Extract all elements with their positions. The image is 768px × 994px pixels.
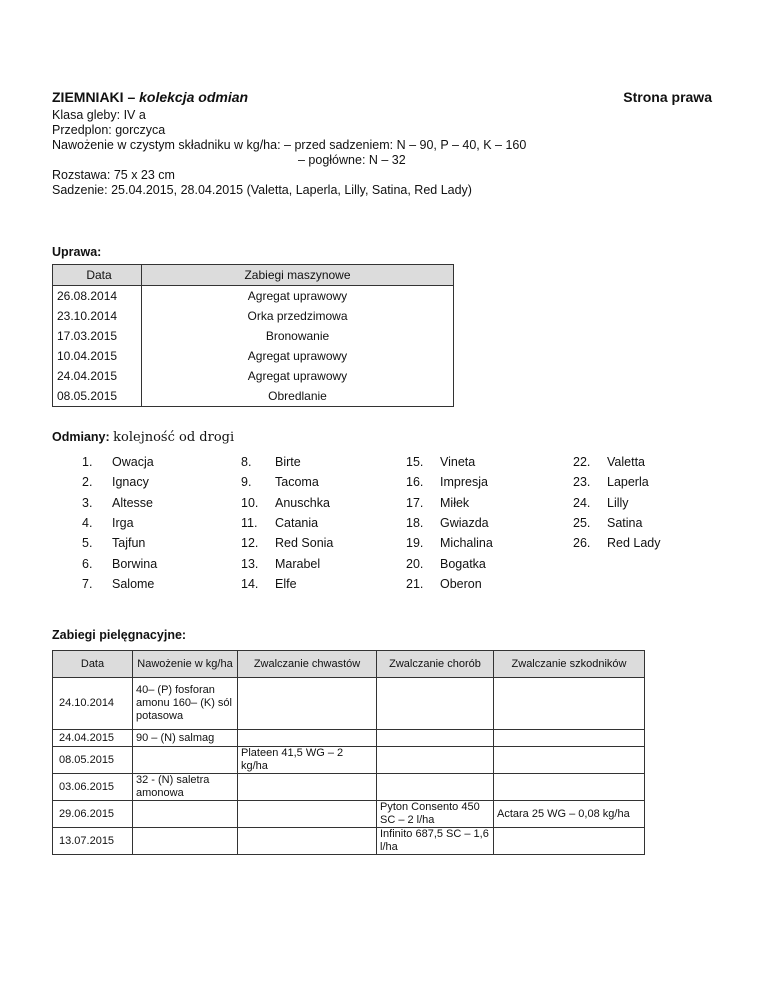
- cell-work: Orka przedzimowa: [247, 309, 348, 323]
- cell-date: 24.04.2015: [53, 366, 142, 386]
- variety-name: Elfe: [275, 576, 297, 591]
- list-item: [382, 536, 547, 550]
- cell-date: 24.10.2014: [53, 678, 133, 730]
- title-main: ZIEMNIAKI –: [52, 89, 136, 105]
- list-item: [52, 455, 217, 469]
- cell-weeds: [238, 828, 377, 855]
- page-title: [52, 89, 248, 105]
- variety-number: 24.: [573, 495, 591, 510]
- variety-number: 5.: [82, 536, 93, 551]
- variety-row: [52, 553, 712, 573]
- list-item: [52, 496, 217, 510]
- list-item: [547, 577, 712, 591]
- cell-diseases: [377, 774, 494, 801]
- variety-number: 9.: [241, 475, 252, 490]
- variety-name: Impresja: [440, 475, 488, 490]
- cell-date: 17.03.2015: [53, 326, 142, 346]
- column-header-diseases: Zwalczanie chorób: [377, 651, 494, 678]
- list-item: [217, 496, 382, 510]
- cell-diseases: Pyton Consento 450 SC – 2 l/ha: [377, 801, 494, 828]
- variety-number: 1.: [82, 455, 93, 470]
- fertilization-line: Nawożenie w czystym składniku w kg/ha: – przed sadzeniem: N – 90, P – 40, K – 160: [52, 138, 527, 152]
- variety-number: 12.: [241, 536, 259, 551]
- variety-name: Borwina: [112, 556, 158, 571]
- previous-crop: Przedplon: gorczyca: [52, 123, 166, 137]
- variety-name: Lilly: [607, 495, 629, 510]
- variety-number: 6.: [82, 556, 93, 571]
- variety-name: Satina: [607, 516, 643, 531]
- table-row: [53, 366, 454, 386]
- list-item: [52, 557, 217, 571]
- variety-name: Oberon: [440, 576, 482, 591]
- cell-work: Bronowanie: [265, 329, 330, 343]
- list-item: [547, 536, 712, 550]
- list-item: [217, 557, 382, 571]
- list-item: [547, 496, 712, 510]
- variety-name: Tacoma: [275, 475, 319, 490]
- pielegnacja-table: [52, 650, 645, 855]
- variety-number: 18.: [406, 516, 424, 531]
- cell-work: Agregat uprawowy: [247, 369, 348, 383]
- variety-number: 10.: [241, 495, 259, 510]
- cell-fertilization: 32 - (N) saletra amonowa: [133, 774, 238, 801]
- variety-number: 19.: [406, 536, 424, 551]
- variety-number: 23.: [573, 475, 591, 490]
- table-header-row: [53, 265, 454, 286]
- cell-work: Agregat uprawowy: [247, 349, 348, 363]
- page-side-label: Strona prawa: [623, 89, 712, 105]
- variety-number: 16.: [406, 475, 424, 490]
- variety-row: [52, 574, 712, 594]
- cell-date: 10.04.2015: [53, 346, 142, 366]
- cell-pests: Actara 25 WG – 0,08 kg/ha: [494, 801, 645, 828]
- varieties-list: [52, 452, 712, 594]
- cell-pests: [494, 828, 645, 855]
- list-item: [382, 516, 547, 530]
- variety-name: Laperla: [607, 475, 649, 490]
- list-item: [217, 475, 382, 489]
- list-item: [52, 516, 217, 530]
- cell-fertilization: 90 – (N) salmag: [133, 730, 238, 747]
- list-item: [382, 496, 547, 510]
- list-item: [217, 516, 382, 530]
- fertilization-topdress: – pogłówne: N – 32: [298, 153, 406, 167]
- cell-diseases: [377, 678, 494, 730]
- list-item: [217, 455, 382, 469]
- variety-number: 2.: [82, 475, 93, 490]
- variety-row: [52, 472, 712, 492]
- column-header-work: Zabiegi maszynowe: [142, 265, 454, 286]
- cell-fertilization: [133, 828, 238, 855]
- variety-name: Gwiazda: [440, 516, 489, 531]
- variety-name: Red Sonia: [275, 536, 334, 551]
- variety-number: 20.: [406, 556, 424, 571]
- title-italic: kolekcja odmian: [139, 89, 249, 105]
- list-item: [52, 577, 217, 591]
- list-item: [547, 475, 712, 489]
- cell-weeds: [238, 678, 377, 730]
- cell-date: 03.06.2015: [53, 774, 133, 801]
- variety-row: [52, 513, 712, 533]
- column-header-pests: Zwalczanie szkodników: [494, 651, 645, 678]
- column-header-date: Data: [53, 265, 142, 286]
- variety-name: Altesse: [112, 495, 153, 510]
- list-item: [217, 577, 382, 591]
- cell-fertilization: [133, 801, 238, 828]
- column-header-date: Data: [53, 651, 133, 678]
- odmiany-sublabel: kolejność od drogi: [113, 430, 235, 445]
- list-item: [382, 557, 547, 571]
- variety-number: 25.: [573, 516, 591, 531]
- cell-diseases: [377, 730, 494, 747]
- cell-fertilization: [133, 747, 238, 774]
- variety-name: Salome: [112, 576, 155, 591]
- table-row: [53, 828, 645, 855]
- table-row: [53, 286, 454, 307]
- cell-pests: [494, 747, 645, 774]
- soil-class: Klasa gleby: IV a: [52, 108, 146, 122]
- cell-pests: [494, 730, 645, 747]
- table-row: [53, 801, 645, 828]
- table-row: [53, 326, 454, 346]
- cell-weeds: [238, 801, 377, 828]
- list-item: [52, 475, 217, 489]
- cell-work: Agregat uprawowy: [247, 289, 348, 303]
- cell-pests: [494, 774, 645, 801]
- variety-name: Irga: [112, 516, 134, 531]
- variety-number: 8.: [241, 455, 252, 470]
- variety-name: Owacja: [112, 455, 154, 470]
- variety-number: 3.: [82, 495, 93, 510]
- variety-number: 13.: [241, 556, 259, 571]
- table-row: [53, 306, 454, 326]
- variety-name: Bogatka: [440, 556, 486, 571]
- variety-row: [52, 452, 712, 472]
- variety-number: 22.: [573, 455, 591, 470]
- table-row: [53, 774, 645, 801]
- list-item: [52, 536, 217, 550]
- cell-fertilization: 40– (P) fosforan amonu 160– (K) sól potasowa: [133, 678, 238, 730]
- list-item: [382, 455, 547, 469]
- cell-weeds: Plateen 41,5 WG – 2 kg/ha: [238, 747, 377, 774]
- list-item: [547, 455, 712, 469]
- variety-name: Anuschka: [275, 495, 330, 510]
- variety-row: [52, 533, 712, 553]
- pielegnacja-heading: Zabiegi pielęgnacyjne:: [52, 628, 187, 642]
- variety-name: Miłek: [440, 495, 470, 510]
- variety-name: Valetta: [607, 455, 645, 470]
- cell-weeds: [238, 730, 377, 747]
- variety-number: 15.: [406, 455, 424, 470]
- cell-diseases: Infinito 687,5 SC – 1,6 l/ha: [377, 828, 494, 855]
- variety-name: Vineta: [440, 455, 476, 470]
- cell-weeds: [238, 774, 377, 801]
- cell-work: Obredlanie: [268, 389, 327, 403]
- column-header-fertilization: Nawożenie w kg/ha: [133, 651, 238, 678]
- uprawa-table: [52, 264, 454, 407]
- table-row: [53, 747, 645, 774]
- variety-number: 17.: [406, 495, 424, 510]
- cell-date: 26.08.2014: [53, 286, 142, 307]
- variety-name: Birte: [275, 455, 301, 470]
- variety-number: 21.: [406, 576, 424, 591]
- table-header-row: [53, 651, 645, 678]
- variety-name: Catania: [275, 516, 319, 531]
- column-header-weeds: Zwalczanie chwastów: [238, 651, 377, 678]
- odmiany-label: Odmiany:: [52, 430, 110, 444]
- uprawa-heading: Uprawa:: [52, 245, 102, 259]
- list-item: [382, 577, 547, 591]
- variety-number: 4.: [82, 516, 93, 531]
- odmiany-heading: [52, 430, 234, 445]
- list-item: [547, 516, 712, 530]
- variety-name: Tajfun: [112, 536, 146, 551]
- list-item: [382, 475, 547, 489]
- variety-name: Ignacy: [112, 475, 149, 490]
- variety-row: [52, 493, 712, 513]
- variety-number: 7.: [82, 576, 93, 591]
- table-row: [53, 386, 454, 407]
- cell-date: 08.05.2015: [53, 747, 133, 774]
- spacing: Rozstawa: 75 x 23 cm: [52, 168, 175, 182]
- variety-number: 14.: [241, 576, 259, 591]
- list-item: [217, 536, 382, 550]
- cell-diseases: [377, 747, 494, 774]
- table-row: [53, 730, 645, 747]
- cell-date: 08.05.2015: [53, 386, 142, 407]
- cell-date: 24.04.2015: [53, 730, 133, 747]
- variety-name: Marabel: [275, 556, 321, 571]
- list-item: [547, 557, 712, 571]
- table-row: [53, 346, 454, 366]
- variety-name: Red Lady: [607, 536, 661, 551]
- cell-date: 29.06.2015: [53, 801, 133, 828]
- variety-number: 11.: [241, 516, 258, 531]
- cell-date: 23.10.2014: [53, 306, 142, 326]
- cell-date: 13.07.2015: [53, 828, 133, 855]
- table-row: [53, 678, 645, 730]
- variety-name: Michalina: [440, 536, 493, 551]
- variety-number: 26.: [573, 536, 591, 551]
- planting-dates: Sadzenie: 25.04.2015, 28.04.2015 (Valetta, Laperla, Lilly, Satina, Red Lady): [52, 183, 472, 197]
- cell-pests: [494, 678, 645, 730]
